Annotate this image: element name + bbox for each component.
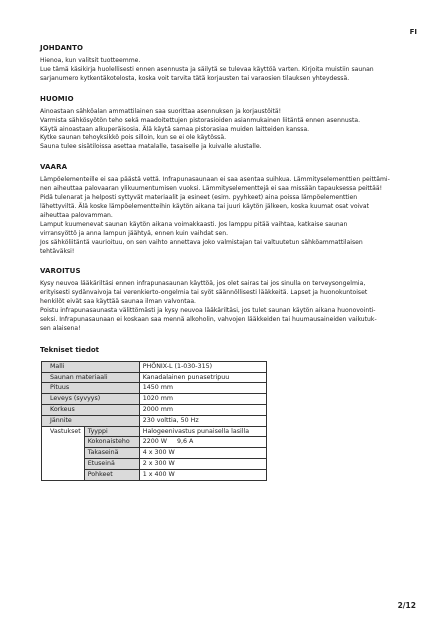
section-line: sen alaisena! [40, 324, 81, 332]
spec-label: Leveys (syvyys) [42, 394, 140, 405]
spec-value: 1450 mm [139, 383, 266, 394]
page-number: 2/12 [397, 601, 416, 610]
spec-value: Kanadalainen punasetripuu [139, 372, 266, 383]
spec-label: Saunan materiaali [42, 372, 140, 383]
heater-value: 1 x 400 W [139, 469, 266, 480]
section-line: lähettyviltä. Älä koske lämpöelementteihin käytön aikana tai juuri käytön jälkeen, koska kuumat osat voivat [40, 202, 369, 210]
table-row [42, 405, 267, 416]
spec-label: Pituus [42, 383, 140, 394]
section-line: Kysy neuvoa lääkäriltäsi ennen infrapunasaunan käyttöä, jos olet sairas tai jos sinulla on terveysongelmia, [40, 280, 366, 288]
table-row [42, 394, 267, 405]
spec-label: Korkeus [42, 405, 140, 416]
section-line: nen aiheuttaa palovaaran ylikuumentumisen vuoksi. Lämmityselementtejä ei saa missään tapauksessa peittää! [40, 185, 383, 193]
manual-content [40, 44, 408, 481]
section-line: virransyöttö ja anna lampun jäähtyä, ennen kuin vaihdat sen. [40, 229, 229, 237]
section-line: Hienoa, kun valitsit tuotteemme. [40, 57, 141, 64]
table-row [42, 361, 267, 372]
spec-value: PHÖNIX-L (1-030-315) [139, 361, 266, 372]
table-row [42, 372, 267, 383]
section-line: Jos sähköliitäntä vaurioituu, on sen vaihto annettava joko valmistajan tai valtuutetun sähköammattilaisen [40, 238, 363, 246]
section-title: HUOMIO [40, 94, 74, 103]
section-title: JOHDANTO [40, 44, 84, 52]
heater-sublabel: Etuseinä [84, 459, 139, 470]
section-line: henkilöt eivät saa käyttää saunaa ilman valvontaa. [40, 298, 196, 306]
section-line: Poistu infrapunasaunasta välittömästi ja kysy neuvoa lääkäriltäsi, jos tulet saunan käytön aikana huonovointi- [40, 307, 376, 315]
section-introduction [40, 44, 408, 84]
section-line: Varmista sähkösyötön teho sekä maadoitettujen pistorasioiden asianmukainen liitäntä ennen asennusta. [40, 116, 361, 124]
specs-title: Tekniset tiedot [40, 345, 99, 354]
section-danger [40, 163, 408, 256]
heater-value: Halogeenivastus punaisella lasilla [139, 426, 266, 437]
section-line: erityisesti sydänvaivoja tai verenkierto-ongelmia tai syöt säännöllisesti lääkkeitä. Lapset ja huonokuntoiset [40, 289, 368, 297]
section-line: Sauna tulee sisätiloissa asettaa matalalle, tasaiselle ja kuivalle alustalle. [40, 143, 262, 151]
specs-table [41, 361, 267, 481]
heaters-label: Vastukset [42, 426, 85, 480]
section-line: sarjanumero kytkentäkotelosta, koska voit tarvita tätä korjausten tai varaosien tilauksen yhteydessä. [40, 74, 350, 82]
heater-sublabel: Tyyppi [84, 426, 139, 437]
section-title: VAARA [40, 163, 68, 172]
table-row [42, 415, 267, 426]
heater-value: 4 x 300 W [139, 448, 266, 459]
section-line: Lamput kuumenevat saunan käytön aikana voimakkaasti. Jos lamppu pitää vaihtaa, katkaise saunan [40, 220, 348, 228]
heater-value: 2200 W 9,6 A [139, 437, 266, 448]
spec-value: 2000 mm [139, 405, 266, 416]
section-notice [40, 95, 408, 153]
heater-sublabel: Pohkeet [84, 469, 139, 480]
section-line: Lämpöelementeille ei saa päästä vettä. Infrapunasaunaan ei saa asentaa suihkua. Lämmityselementtien peittämi- [40, 176, 390, 184]
heater-sublabel: Kokonaisteho [84, 437, 139, 448]
heater-sublabel: Takaseinä [84, 448, 139, 459]
section-line: seksi. Infrapunasaunaan ei koskaan saa mennä alkoholin, vahvojen lääkkeiden tai huumausaineiden vaikutuk- [40, 316, 377, 324]
spec-value: 1020 mm [139, 394, 266, 405]
spec-label: Jännite [42, 415, 140, 426]
spec-label: Malli [42, 361, 140, 372]
section-line: Kytke saunan tehoyksikkö pois silloin, kun se ei ole käytössä. [40, 134, 227, 142]
language-code: FI [409, 28, 417, 36]
section-line: aiheuttaa palovamman. [40, 211, 113, 219]
table-row [42, 426, 267, 437]
spec-value: 230 volttia, 50 Hz [139, 415, 266, 426]
section-line: Ainoastaan sähköalan ammattilainen saa suorittaa asennuksen ja korjaustöitä! [40, 107, 282, 115]
section-title: VAROITUS [40, 267, 81, 276]
section-line: Lue tämä käsikirja huolellisesti ennen asennusta ja säilytä se tulevaa käyttöä varten. Kirjoita muistiin saunan [40, 65, 374, 73]
section-line: tehtäväksi! [40, 247, 75, 255]
section-line: Käytä ainoastaan alkuperäisosia. Älä käytä samaa pistorasiaa muiden laitteiden kanssa. [40, 125, 310, 133]
section-warning [40, 267, 408, 333]
heater-value: 2 x 300 W [139, 459, 266, 470]
section-line: Pidä tulenarat ja helposti syttyvät materiaalit ja esineet (esim. pyyhkeet) aina poissa lämpöelementtien [40, 194, 358, 202]
table-row [42, 383, 267, 394]
